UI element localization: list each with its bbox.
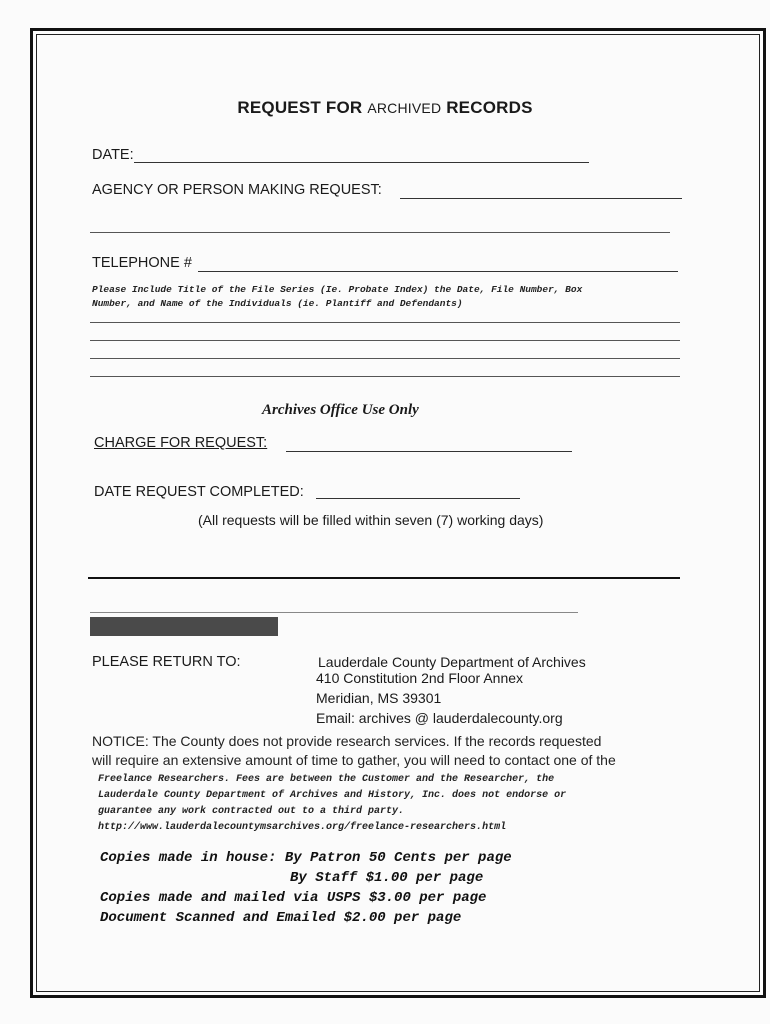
copies-scanned: Document Scanned and Emailed $2.00 per page [100, 910, 462, 926]
details-line-1[interactable] [90, 322, 680, 323]
return-address-line1: Lauderdale County Department of Archives [318, 654, 586, 670]
notice-line1: NOTICE: The County does not provide research services. If the records requested [92, 733, 602, 749]
telephone-label: TELEPHONE # [92, 255, 192, 271]
return-label: PLEASE RETURN TO: [92, 654, 241, 670]
copies-mailed: Copies made and mailed via USPS $3.00 per page [100, 890, 487, 906]
fill-time-note: (All requests will be filled within seven (7) working days) [198, 512, 544, 528]
separator-line [88, 577, 680, 579]
notice-line2: will require an extensive amount of time to gather, you will need to contact one of the [92, 752, 616, 768]
date-label: DATE: [92, 147, 134, 163]
form-title: REQUEST FOR ARCHIVED RECORDS [237, 98, 533, 117]
charge-field[interactable] [286, 451, 572, 452]
agency-field-line2[interactable] [90, 232, 670, 233]
details-line-3[interactable] [90, 358, 680, 359]
office-use-heading: Archives Office Use Only [262, 402, 419, 418]
agency-label: AGENCY OR PERSON MAKING REQUEST: [92, 182, 382, 198]
return-address-line2: 410 Constitution 2nd Floor Annex [316, 670, 524, 686]
charge-label: CHARGE FOR REQUEST: [94, 435, 268, 451]
copies-in-house: Copies made in house: By Patron 50 Cents per page [100, 850, 512, 866]
freelance-line1: Freelance Researchers. Fees are between the Customer and the Researcher, the [98, 774, 555, 785]
freelance-url[interactable]: http://www.lauderdalecountymsarchives.org/freelance-researchers.html [98, 822, 507, 833]
completed-field[interactable] [316, 498, 520, 499]
separator-faint-line [90, 612, 578, 613]
copies-by-staff: By Staff $1.00 per page [290, 870, 484, 886]
telephone-field[interactable] [198, 271, 678, 272]
redaction-bar [90, 617, 278, 636]
details-line-4[interactable] [90, 376, 680, 377]
completed-label: DATE REQUEST COMPLETED: [94, 484, 304, 500]
freelance-line3: guarantee any work contracted out to a third party. [98, 806, 405, 817]
instructions-line2: Number, and Name of the Individuals (ie. Plantiff and Defendants) [92, 298, 463, 309]
freelance-line2: Lauderdale County Department of Archives and History, Inc. does not endorse or [98, 790, 567, 801]
details-line-2[interactable] [90, 340, 680, 341]
return-address-line3: Meridian, MS 39301 [316, 690, 442, 706]
agency-field[interactable] [400, 198, 682, 199]
instructions-line1: Please Include Title of the File Series (Ie. Probate Index) the Date, File Number, Box [92, 284, 583, 295]
date-field[interactable] [134, 162, 589, 163]
return-email: Email: archives @ lauderdalecounty.org [316, 710, 563, 726]
